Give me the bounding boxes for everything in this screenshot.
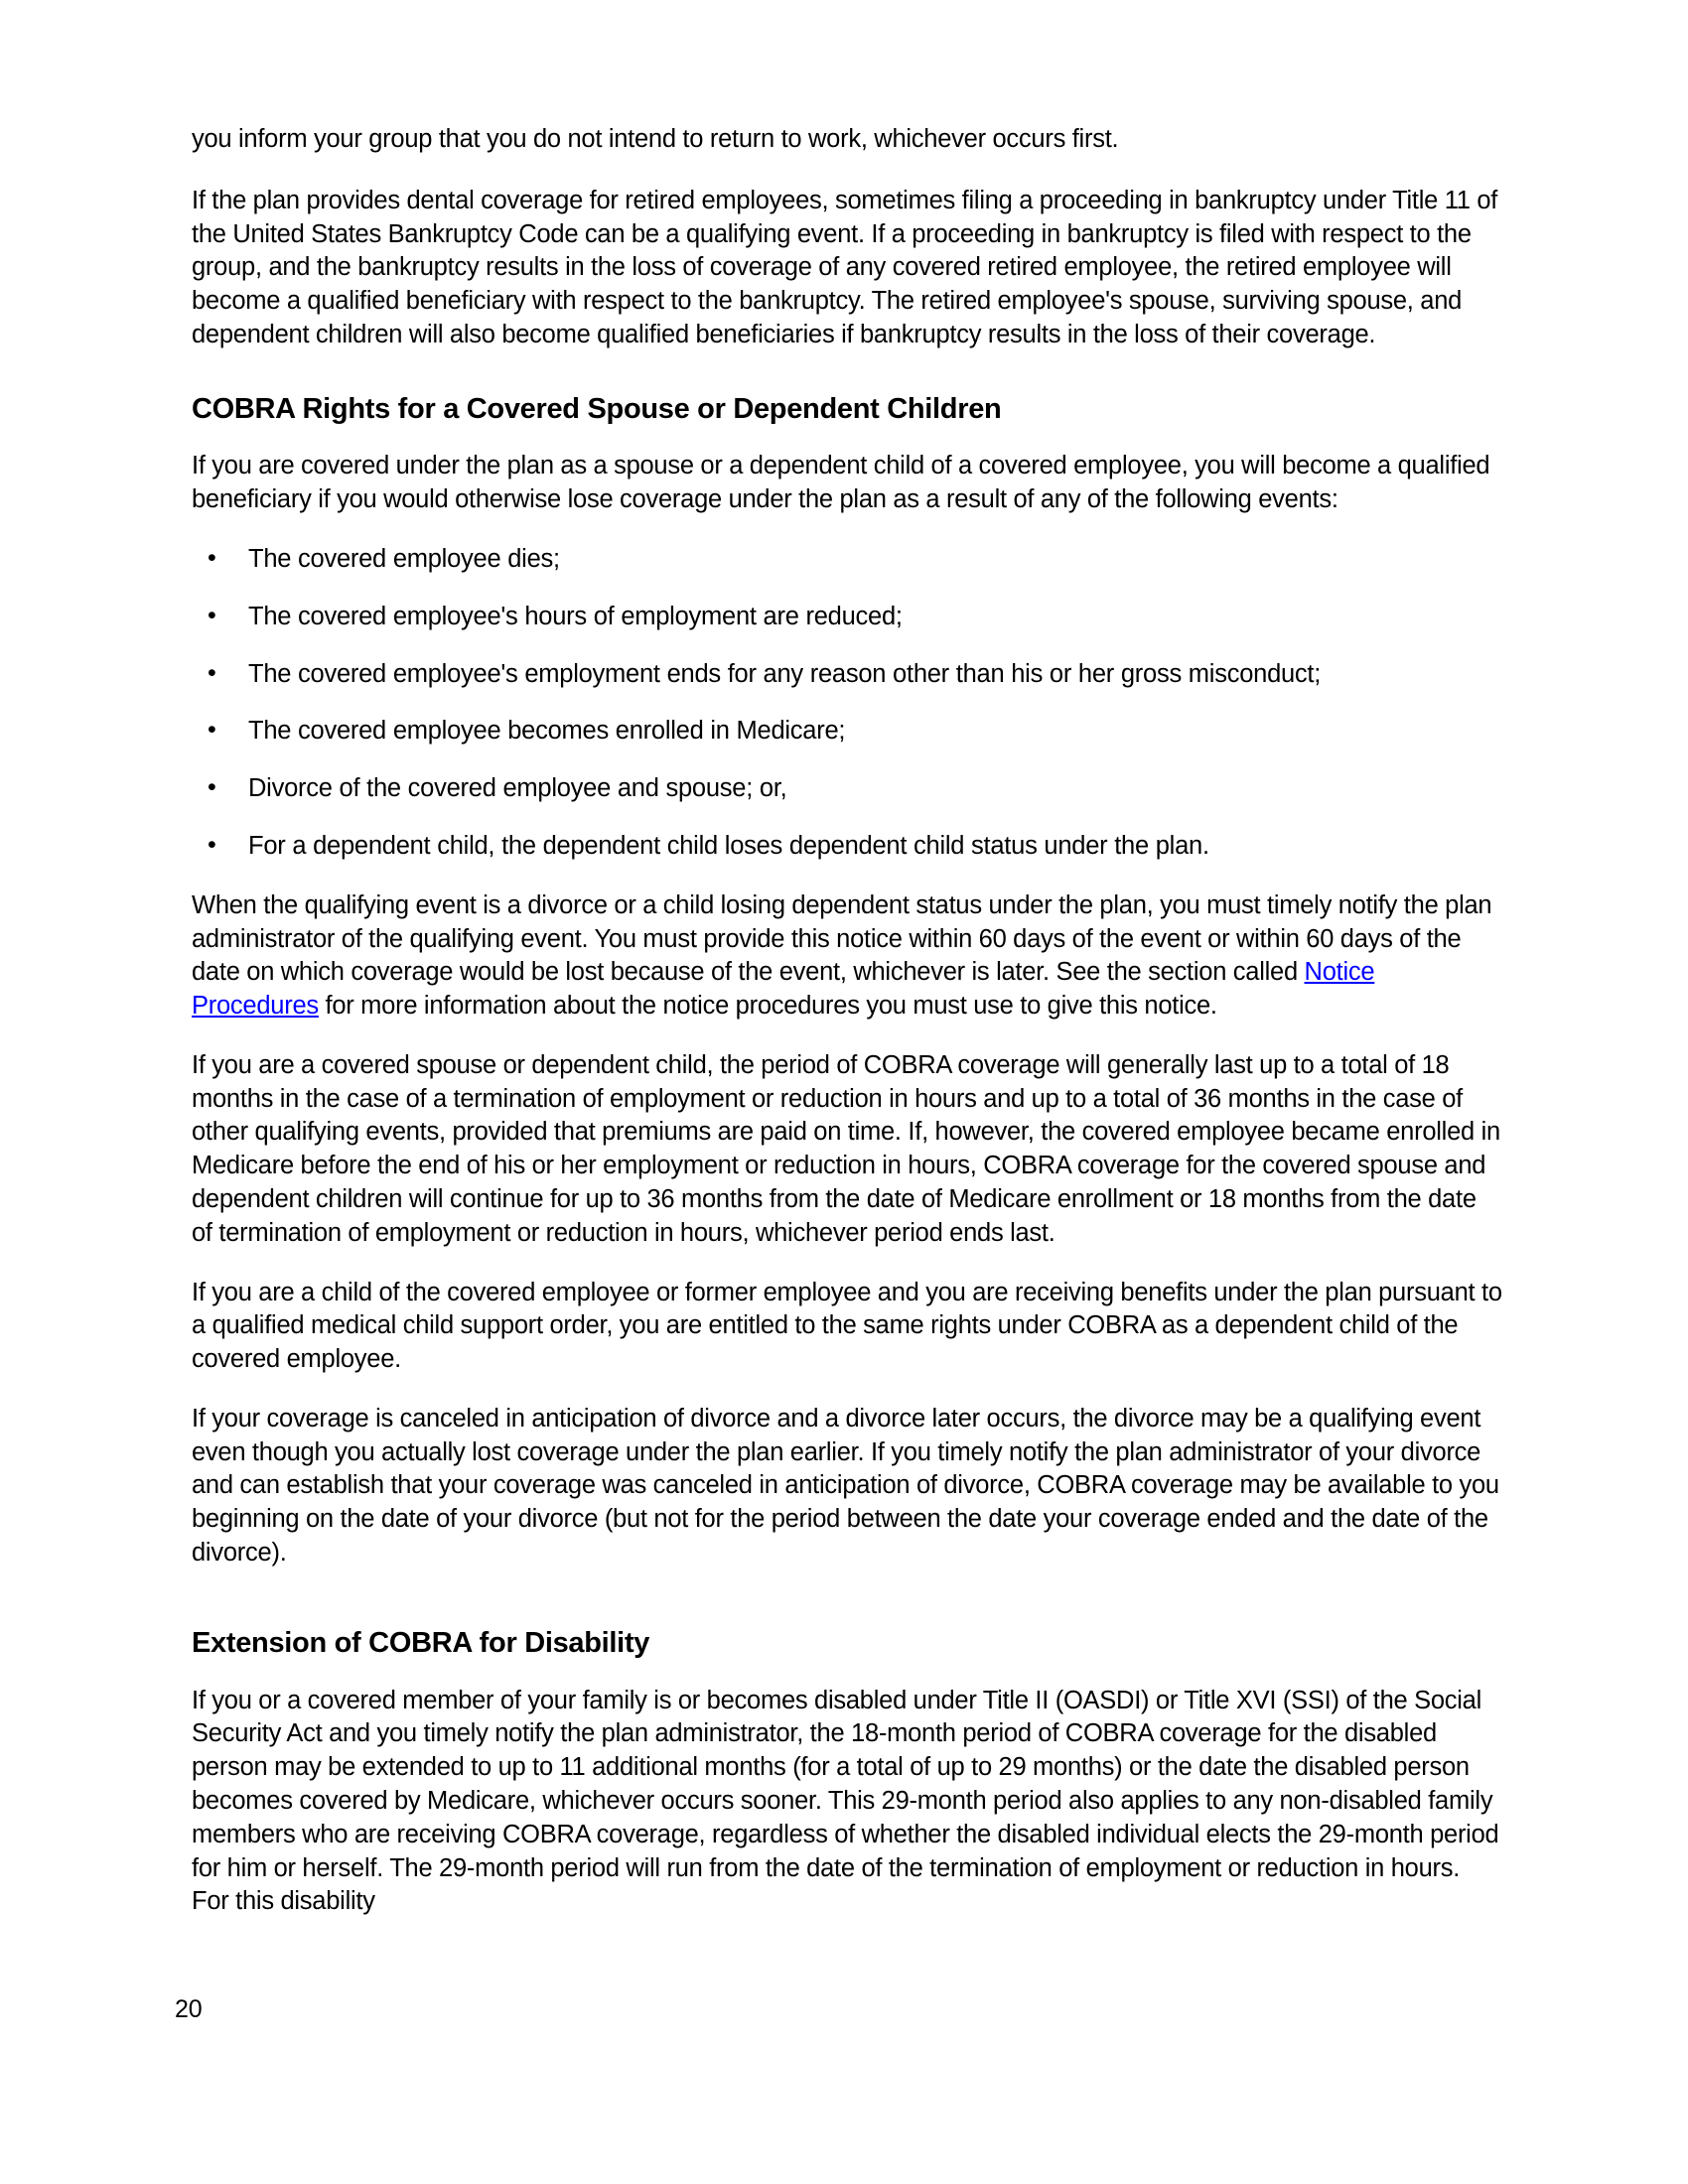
list-item-label: The covered employee dies; [248,545,560,574]
paragraph-bankruptcy: If the plan provides dental coverage for retired employees, sometimes filing a proceeding in bankruptcy under Title 11 of the United States Bankruptcy Code can be a qualifying event. If a proceeding in bankruptcy is filed with respect to the group, and the bankruptcy results in the loss of coverage of any covered retired employee, the retired employee will become a qualified beneficiary with respect to the bankruptcy. The retired employee's spouse, surviving spouse, and dependent children will also become qualified beneficiaries if bankruptcy results in the loss of their coverage. [192,186,1498,348]
paragraph-spouse-intro: If you are covered under the plan as a spouse or a dependent child of a covered employee, you will become a qualified beneficiary if you would otherwise lose coverage under the plan as a result of any of the following events: [192,452,1490,514]
notice-text-after-link: for more information about the notice procedures you must use to give this notice. [318,992,1217,1021]
list-item [192,772,1502,806]
paragraph-anticipation-of-divorce: If your coverage is canceled in anticipation of divorce and a divorce later occurs, the divorce may be a qualifying event even though you actually lost coverage under the plan earlier. If you timely notify the plan administrator of your divorce and can establish that your coverage was canceled in anticipation of divorce, COBRA coverage may be available to you beginning on the date of your divorce (but not for the period between the date your coverage ended and the date of the divorce). [192,1404,1499,1568]
notice-text-before-link: When the qualifying event is a divorce or a child losing dependent status under the plan, you must timely notify the plan administrator of the qualifying event. You must provide this notice within 60 days of the event or within 60 days of the date on which coverage would be lost because of the event, whichever is later. See the section called [192,890,1492,987]
list-item-label: For a dependent child, the dependent child loses dependent child status under the plan. [248,831,1209,860]
paragraph-notice-requirements [192,889,1502,1024]
heading-extension-cobra-disability: Extension of COBRA for Disability [192,1626,650,1659]
list-item-label: The covered employee's employment ends for any reason other than his or her gross misconduct; [248,659,1322,688]
bullet-icon: • [208,658,216,687]
paragraph-coverage-duration: If you are a covered spouse or dependent child, the period of COBRA coverage will generally last up to a total of 18 months in the case of a termination of employment or reduction in hours and up to a total of 36 months in the case of other qualifying events, provided that premiums are paid on time. If, however, the covered employee became enrolled in Medicare before the end of his or her employment or reduction in hours, COBRA coverage for the covered spouse and dependent children will continue for up to 36 months from the date of Medicare enrollment or 18 months from the date of termination of employment or reduction in hours, whichever period ends last. [192,1050,1500,1247]
page-content [192,123,1502,1945]
bullet-icon: • [208,544,216,573]
paragraph-disability-extension: If you or a covered member of your family is or becomes disabled under Title II (OASDI) or Title XVI (SSI) of the Social Security Act and you timely notify the plan administrator, the 18-month period of COBRA coverage for the disabled person may be extended to up to 11 additional months (for a total of up to 29 months) or the date the disabled person becomes covered by Medicare, whichever occurs sooner. This 29-month period also applies to any non-disabled family members who are receiving COBRA coverage, regardless of whether the disabled individual elects the 29-month period for him or herself. The 29-month period will run from the date of the termination of employment or reduction in hours. For this disability [192,1686,1499,1916]
bullet-icon: • [208,773,216,802]
bullet-icon: • [208,716,216,745]
qualifying-events-list [192,543,1502,864]
list-item-label: Divorce of the covered employee and spouse; or, [248,774,787,803]
list-item [192,543,1502,577]
list-item-label: The covered employee's hours of employment are reduced; [248,602,903,630]
bullet-icon: • [208,601,216,629]
bullet-icon: • [208,830,216,859]
list-item [192,601,1502,634]
notice-procedures-link[interactable]: Notice Procedures [192,958,1375,1021]
list-item [192,830,1502,864]
list-item-label: The covered employee becomes enrolled in Medicare; [248,717,846,746]
paragraph-intro-continuation: you inform your group that you do not intend to return to work, whichever occurs first. [192,125,1119,153]
page-number: 20 [175,1995,203,2023]
list-item [192,658,1502,692]
list-item [192,715,1502,749]
paragraph-child-support-order: If you are a child of the covered employee or former employee and you are receiving benefits under the plan pursuant to a qualified medical child support order, you are entitled to the same rights under COBRA as a dependent child of the covered employee. [192,1278,1502,1374]
heading-cobra-rights-spouse-dependent: COBRA Rights for a Covered Spouse or Dependent Children [192,392,1002,425]
